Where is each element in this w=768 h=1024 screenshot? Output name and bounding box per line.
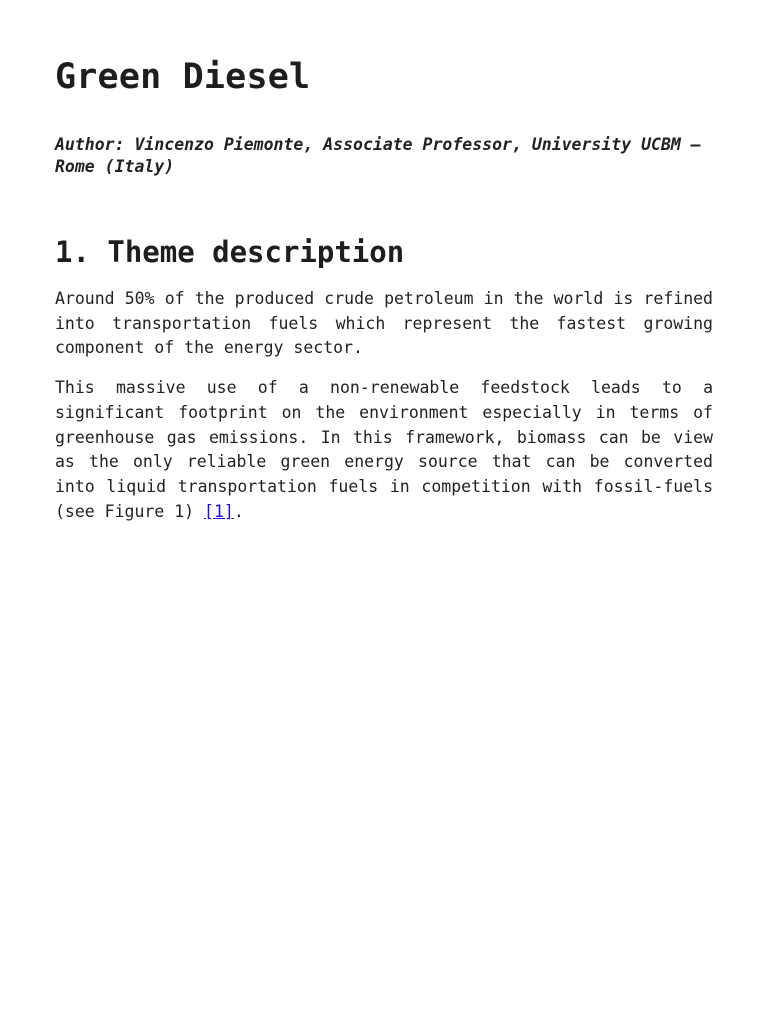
paragraph-biomass-text: This massive use of a non-renewable feedstock leads to a significant footprint on the environment especially in terms of greenhouse gas emissions. In this framework, biomass can be view as the only reliable green energy source that can be converted into liquid transportation fuels in competition with fossil-fuels (see Figure 1)	[55, 378, 713, 521]
author-line: Author: Vincenzo Piemonte, Associate Professor, University UCBM – Rome (Italy)	[55, 135, 701, 176]
section-heading: 1. Theme description	[55, 235, 405, 269]
document-title: Green Diesel	[55, 57, 311, 97]
paragraph-biomass	[55, 376, 713, 524]
paragraph-intro: Around 50% of the produced crude petroleum in the world is refined into transportation fuels which represent the fastest growing component of the energy sector.	[55, 289, 713, 358]
citation-link[interactable]: [1]	[204, 501, 234, 521]
paragraph-biomass-end: .	[233, 501, 244, 521]
